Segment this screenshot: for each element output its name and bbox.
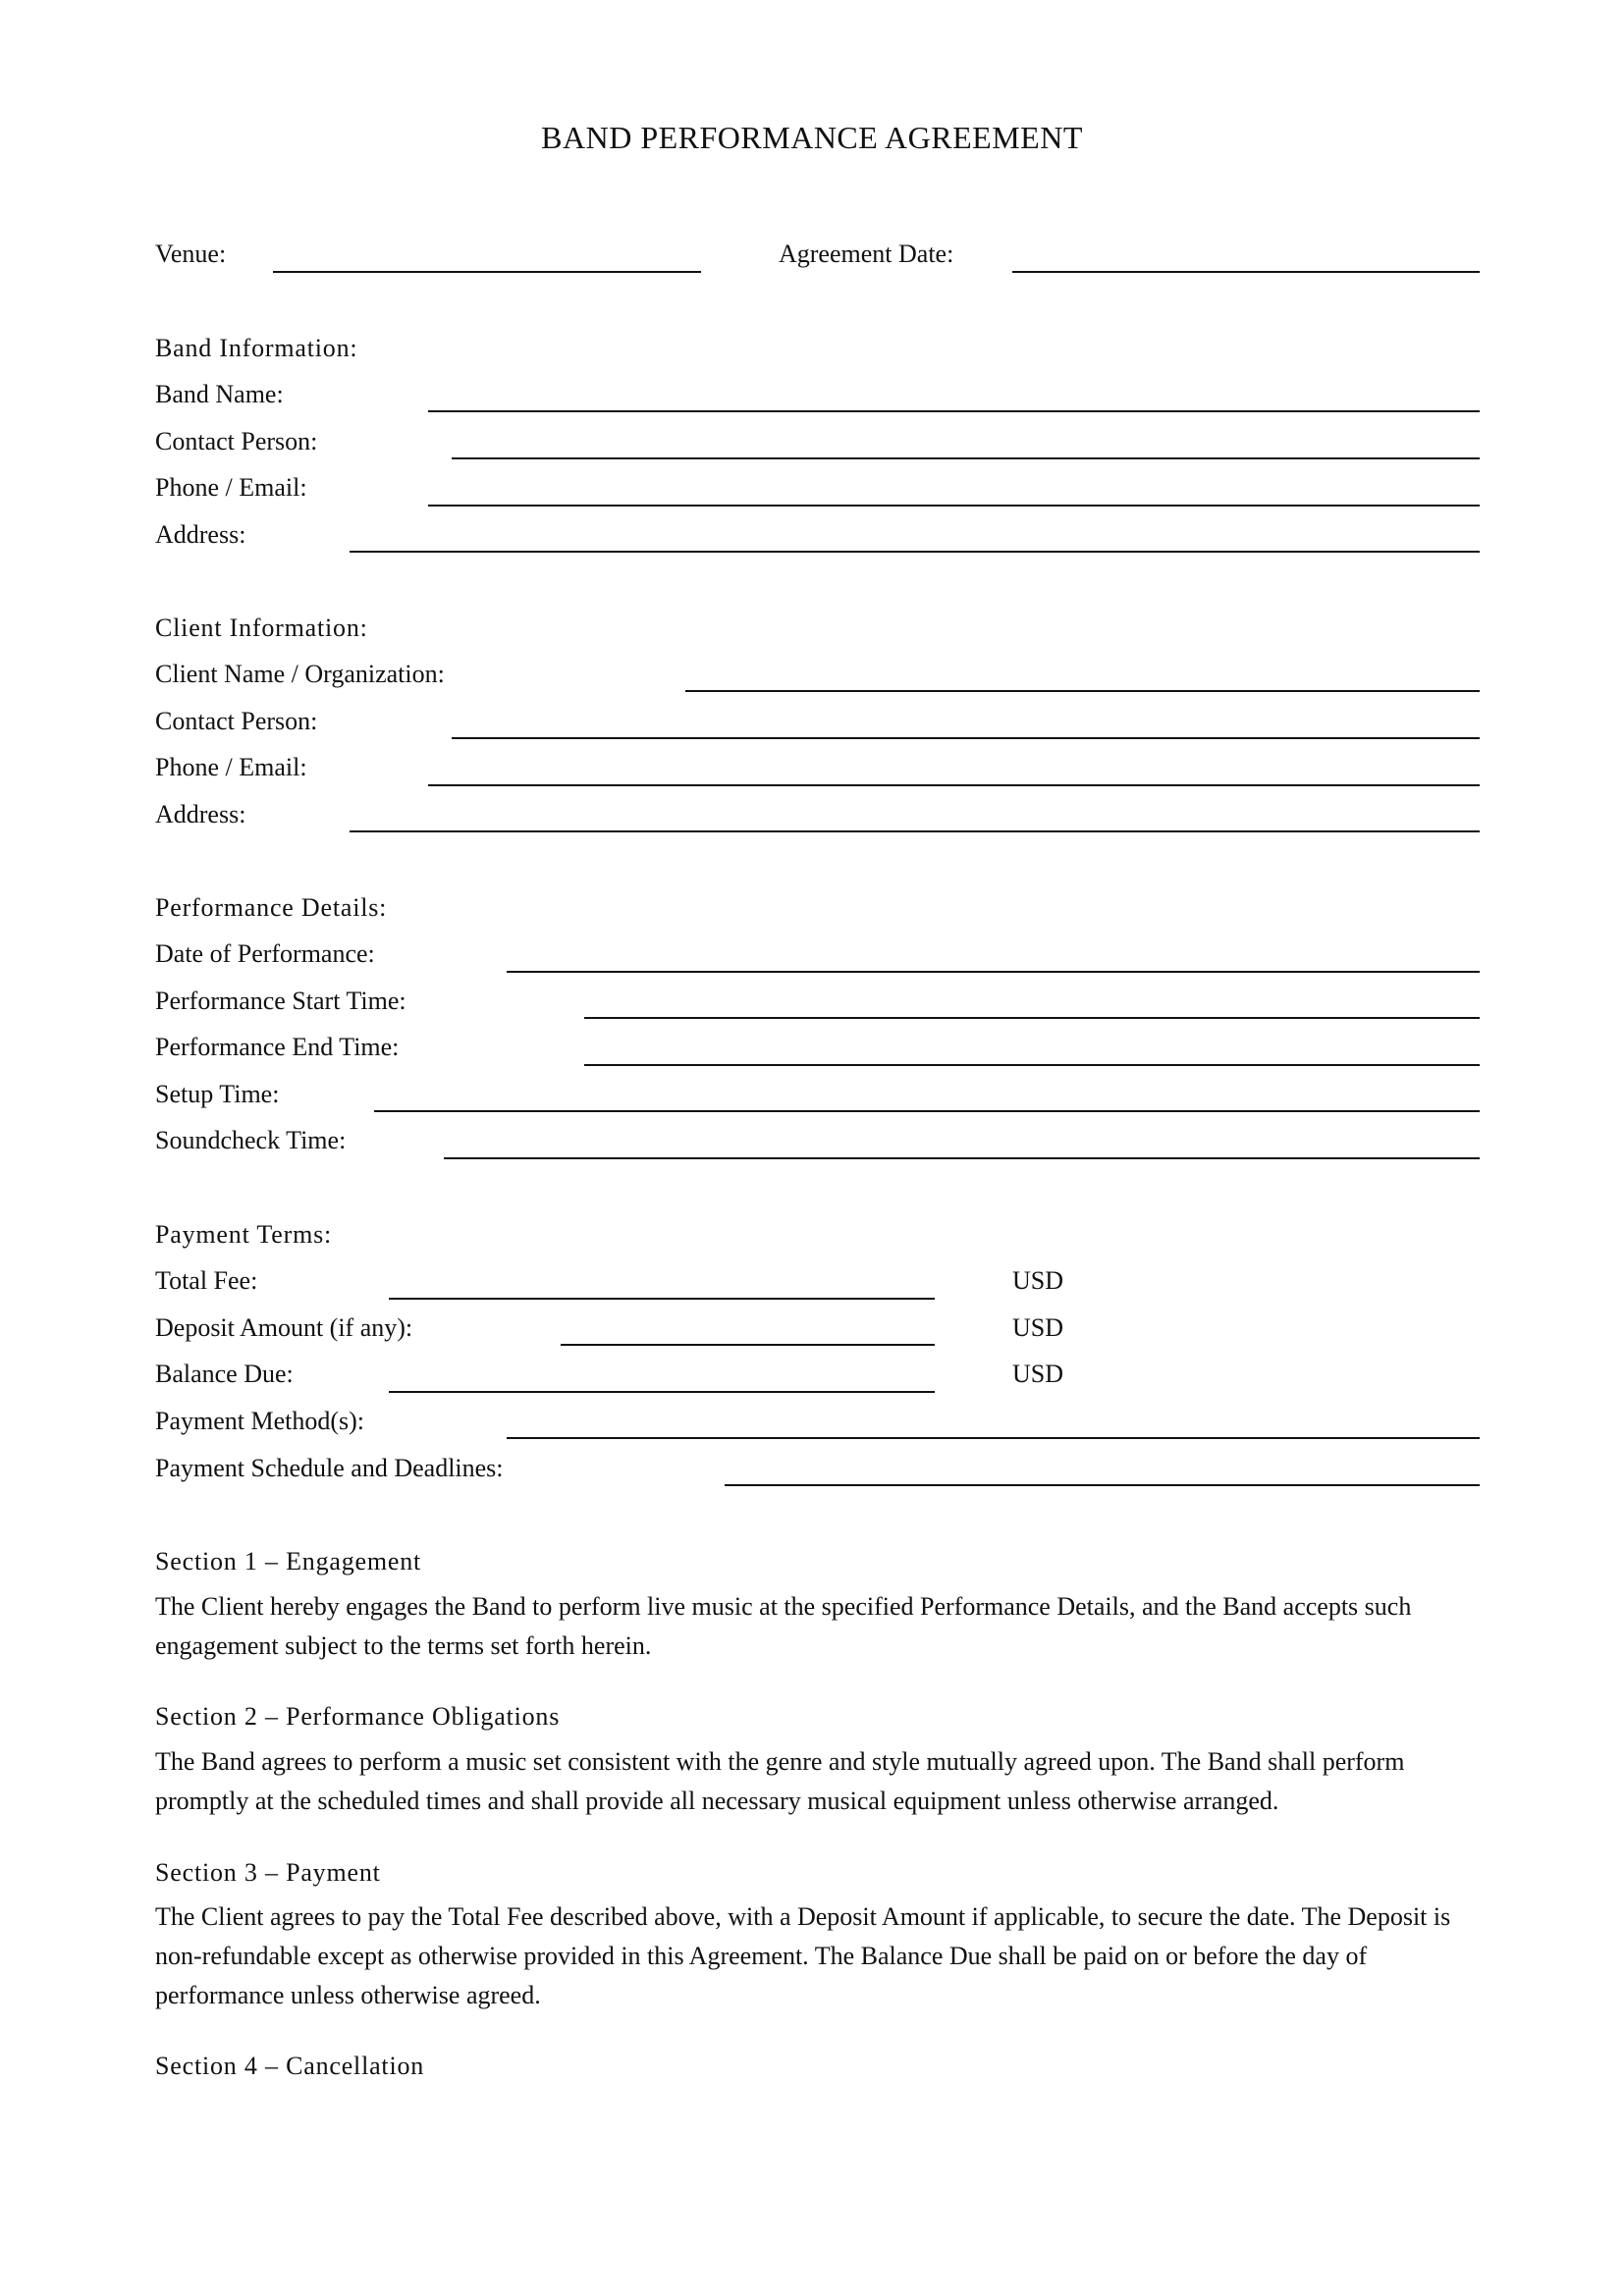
total-fee-label: Total Fee: xyxy=(155,1266,258,1295)
balance-currency: USD xyxy=(1012,1360,1064,1388)
band-info-heading: Band Information: xyxy=(155,334,358,362)
section-4-heading: Section 4 – Cancellation xyxy=(155,2052,425,2080)
soundcheck-time-field[interactable] xyxy=(444,1157,1480,1159)
section-2-heading: Section 2 – Performance Obligations xyxy=(155,1702,561,1731)
payment-method-field[interactable] xyxy=(507,1437,1480,1439)
deposit-field[interactable] xyxy=(561,1344,935,1346)
band-address-label: Address: xyxy=(155,520,246,549)
section-1-body: The Client hereby engages the Band to perform live music at the specified Performance Details, and the Band accepts such engagement subject to the terms set forth herein. xyxy=(155,1592,1412,1660)
section-3-heading: Section 3 – Payment xyxy=(155,1858,381,1887)
agreement-date-field[interactable] xyxy=(1012,271,1480,273)
performance-heading: Performance Details: xyxy=(155,893,388,922)
client-address-field[interactable] xyxy=(350,830,1480,832)
end-time-field[interactable] xyxy=(584,1064,1480,1066)
payment-schedule-field[interactable] xyxy=(725,1484,1480,1486)
start-time-field[interactable] xyxy=(584,1017,1480,1019)
band-name-label: Band Name: xyxy=(155,380,284,408)
section-3-body: The Client agrees to pay the Total Fee described above, with a Deposit Amount if applicable, to secure the date. The Deposit is non-refundable except as otherwise provided in this Agreement. The Balance Due shall be paid on or before the day of performance unless otherwise agreed. xyxy=(155,1902,1451,2009)
section-2-body: The Band agrees to perform a music set consistent with the genre and style mutually agreed upon. The Band shall perform promptly at the scheduled times and shall provide all necessary musical equipment unless otherwise arranged. xyxy=(155,1747,1405,1815)
section-1-heading: Section 1 – Engagement xyxy=(155,1547,422,1575)
payment-method-label: Payment Method(s): xyxy=(155,1407,365,1435)
balance-label: Balance Due: xyxy=(155,1360,294,1388)
total-fee-field[interactable] xyxy=(389,1298,935,1300)
band-name-field[interactable] xyxy=(428,410,1480,412)
client-address-label: Address: xyxy=(155,800,246,828)
agreement-date-label: Agreement Date: xyxy=(779,240,954,268)
balance-field[interactable] xyxy=(389,1391,935,1393)
payment-schedule-label: Payment Schedule and Deadlines: xyxy=(155,1454,504,1482)
client-name-field[interactable] xyxy=(685,690,1480,692)
payment-heading: Payment Terms: xyxy=(155,1220,333,1249)
client-info-heading: Client Information: xyxy=(155,614,368,642)
performance-date-field[interactable] xyxy=(507,971,1480,973)
venue-label: Venue: xyxy=(155,240,227,268)
start-time-label: Performance Start Time: xyxy=(155,987,406,1015)
client-phone-field[interactable] xyxy=(428,784,1480,786)
band-address-field[interactable] xyxy=(350,551,1480,553)
band-contact-label: Contact Person: xyxy=(155,427,318,455)
band-contact-field[interactable] xyxy=(452,457,1480,459)
band-phone-field[interactable] xyxy=(428,505,1480,507)
setup-time-label: Setup Time: xyxy=(155,1080,280,1108)
deposit-currency: USD xyxy=(1012,1313,1064,1342)
setup-time-field[interactable] xyxy=(374,1110,1480,1112)
client-contact-field[interactable] xyxy=(452,737,1480,739)
band-phone-label: Phone / Email: xyxy=(155,473,307,502)
end-time-label: Performance End Time: xyxy=(155,1033,400,1061)
total-fee-currency: USD xyxy=(1012,1266,1064,1295)
performance-date-label: Date of Performance: xyxy=(155,939,375,968)
deposit-label: Deposit Amount (if any): xyxy=(155,1313,413,1342)
client-contact-label: Contact Person: xyxy=(155,707,318,735)
client-name-label: Client Name / Organization: xyxy=(155,660,445,688)
client-phone-label: Phone / Email: xyxy=(155,753,307,781)
document-title: BAND PERFORMANCE AGREEMENT xyxy=(541,120,1083,155)
venue-field[interactable] xyxy=(273,271,701,273)
soundcheck-time-label: Soundcheck Time: xyxy=(155,1126,347,1154)
